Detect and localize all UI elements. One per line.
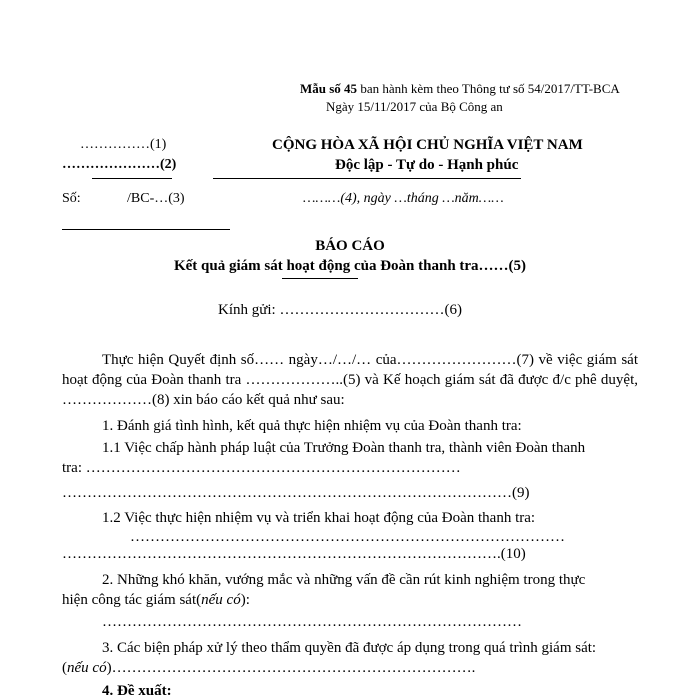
form-note-line1 xyxy=(300,80,620,98)
section-1-2-line2: …………………………………………………………………………… xyxy=(130,529,565,545)
section-1-2-line1: 1.2 Việc thực hiện nhiệm vụ và triển khai hoạt động của Đoàn thanh tra: xyxy=(102,510,536,526)
section-2-line2-post: ): xyxy=(240,592,250,608)
section-3-if-any: nếu có xyxy=(67,660,107,676)
form-issue-date: Ngày 15/11/2017 của Bộ Công an xyxy=(326,99,503,114)
org-divider xyxy=(92,178,172,179)
recipient: Kính gửi: ……………………………(6) xyxy=(218,302,462,318)
nation-heading: CỘNG HÒA XÃ HỘI CHỦ NGHĨA VIỆT NAM xyxy=(272,137,583,153)
place-date: ………(4), ngày …tháng …năm…… xyxy=(303,191,504,206)
issuing-org-line2: …………………(2) xyxy=(62,157,177,172)
section-1-1-line1: 1.1 Việc chấp hành pháp luật của Trưởng Đoàn thanh tra, thành viên Đoàn thanh xyxy=(102,440,586,456)
document-title: BÁO CÁO xyxy=(315,238,385,254)
section-2-line2 xyxy=(62,590,250,610)
section-3-line2-post: )………………………………………………………………. xyxy=(106,660,476,676)
section-3-line2-pre: ( xyxy=(62,660,67,676)
document-subtitle: Kết quả giám sát hoạt động của Đoàn thanh tra……(5) xyxy=(173,258,527,274)
section-1-heading: 1. Đánh giá tình hình, kết quả thực hiện nhiệm vụ của Đoàn thanh tra: xyxy=(102,418,522,434)
form-note xyxy=(300,80,620,116)
form-issue-text: ban hành kèm theo Thông tư số 54/2017/TT-BCA xyxy=(357,81,620,96)
section-1-1-line2: tra: ………………………………………………………………… xyxy=(62,460,461,476)
number-divider xyxy=(62,229,230,230)
motto-divider xyxy=(213,178,521,179)
section-1-2-line3: …………………………………………………………………………….(10) xyxy=(62,546,526,562)
section-3-line2 xyxy=(62,658,475,678)
intro-paragraph: Thực hiện Quyết định số…… ngày…/…/… của……………………(7) về việc giám sát hoạt động của Đoàn thanh tra ………………..(5) và Kế hoạch giám sát đã được đ/c phê duyệt, ………………(8) xin báo cáo kết quả như sau: xyxy=(62,352,638,408)
section-2-line1: 2. Những khó khăn, vướng mắc và những vấn đề cần rút kinh nghiệm trong thực xyxy=(102,572,586,588)
document-number-label: Số: xyxy=(62,191,81,206)
document-number-code: /BC-…(3) xyxy=(127,191,185,206)
section-2-line3: ………………………………………………………………………… xyxy=(102,614,522,630)
section-3-line1: 3. Các biện pháp xử lý theo thẩm quyền đã được áp dụng trong quá trình giám sát: xyxy=(102,640,597,656)
section-2-line2-pre: hiện công tác giám sát( xyxy=(62,592,202,608)
section-4-heading: 4. Đề xuất: xyxy=(102,683,172,699)
issuing-org-line1: ……………(1) xyxy=(80,137,167,152)
subtitle-divider xyxy=(282,278,358,279)
form-number: Mẫu số 45 xyxy=(300,81,358,96)
motto: Độc lập - Tự do - Hạnh phúc xyxy=(335,157,519,173)
section-1-1-line3: ………………………………………………………………………………(9) xyxy=(62,485,530,501)
section-2-if-any: nếu có xyxy=(201,592,241,608)
